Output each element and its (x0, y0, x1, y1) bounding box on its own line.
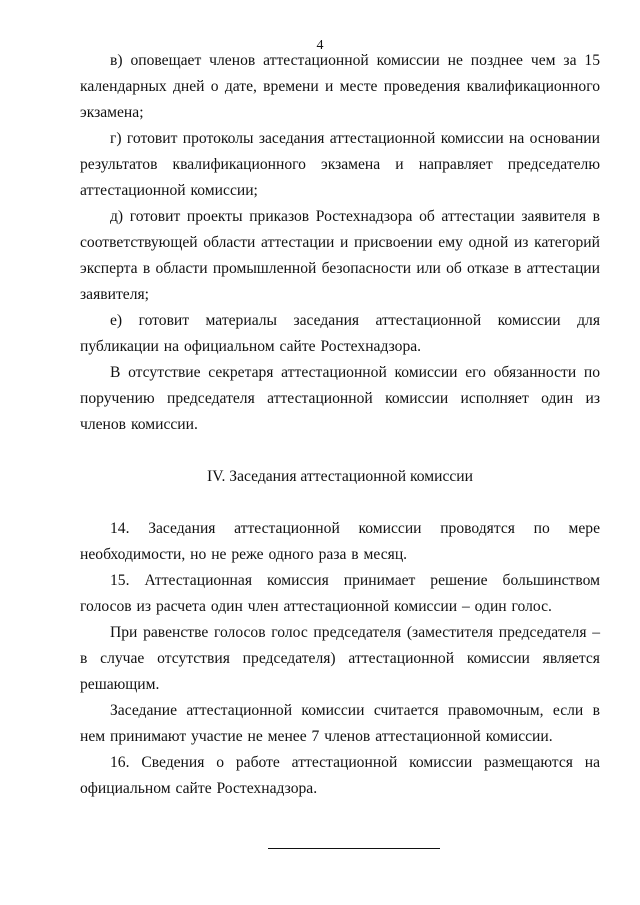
paragraph-14: 14. Заседания аттестационной комиссии проводятся по мере необходимости, но не реже одного раза в месяц. (80, 520, 600, 563)
section-heading: IV. Заседания аттестационной комиссии (207, 468, 473, 485)
paragraph-item-e: е) готовит материалы заседания аттестационной комиссии для публикации на официальном сайте Ростехнадзора. (80, 312, 600, 355)
paragraph-item-d: д) готовит проекты приказов Ростехнадзора об аттестации заявителя в соответствующей области аттестации и присвоении ему одной из категорий эксперта в области промышленной безопасности или об отказе в аттестации заявителя; (80, 208, 600, 303)
paragraph-quorum: Заседание аттестационной комиссии считается правомочным, если в нем принимают участие не менее 7 членов аттестационной комиссии. (80, 702, 600, 745)
paragraph-secretary-absence: В отсутствие секретаря аттестационной комиссии его обязанности по поручению председателя аттестационной комиссии исполняет один из членов комиссии. (80, 364, 600, 433)
paragraph-item-g: г) готовит протоколы заседания аттестационной комиссии на основании результатов квалификационного экзамена и направляет председателю аттестационной комиссии; (80, 130, 600, 199)
paragraph-16: 16. Сведения о работе аттестационной комиссии размещаются на официальном сайте Ростехнадзора. (80, 754, 600, 797)
document-body (80, 48, 600, 802)
end-rule (268, 848, 440, 849)
paragraph-15: 15. Аттестационная комиссия принимает решение большинством голосов из расчета один член аттестационной комиссии – один голос. (80, 572, 600, 615)
paragraph-item-v: в) оповещает членов аттестационной комиссии не позднее чем за 15 календарных дней о дате, времени и месте проведения квалификационного экзамена; (80, 52, 600, 121)
page-number: 4 (316, 38, 324, 53)
paragraph-tie-vote: При равенстве голосов голос председателя (заместителя председателя – в случае отсутствия председателя) аттестационной комиссии является решающим. (80, 624, 600, 693)
